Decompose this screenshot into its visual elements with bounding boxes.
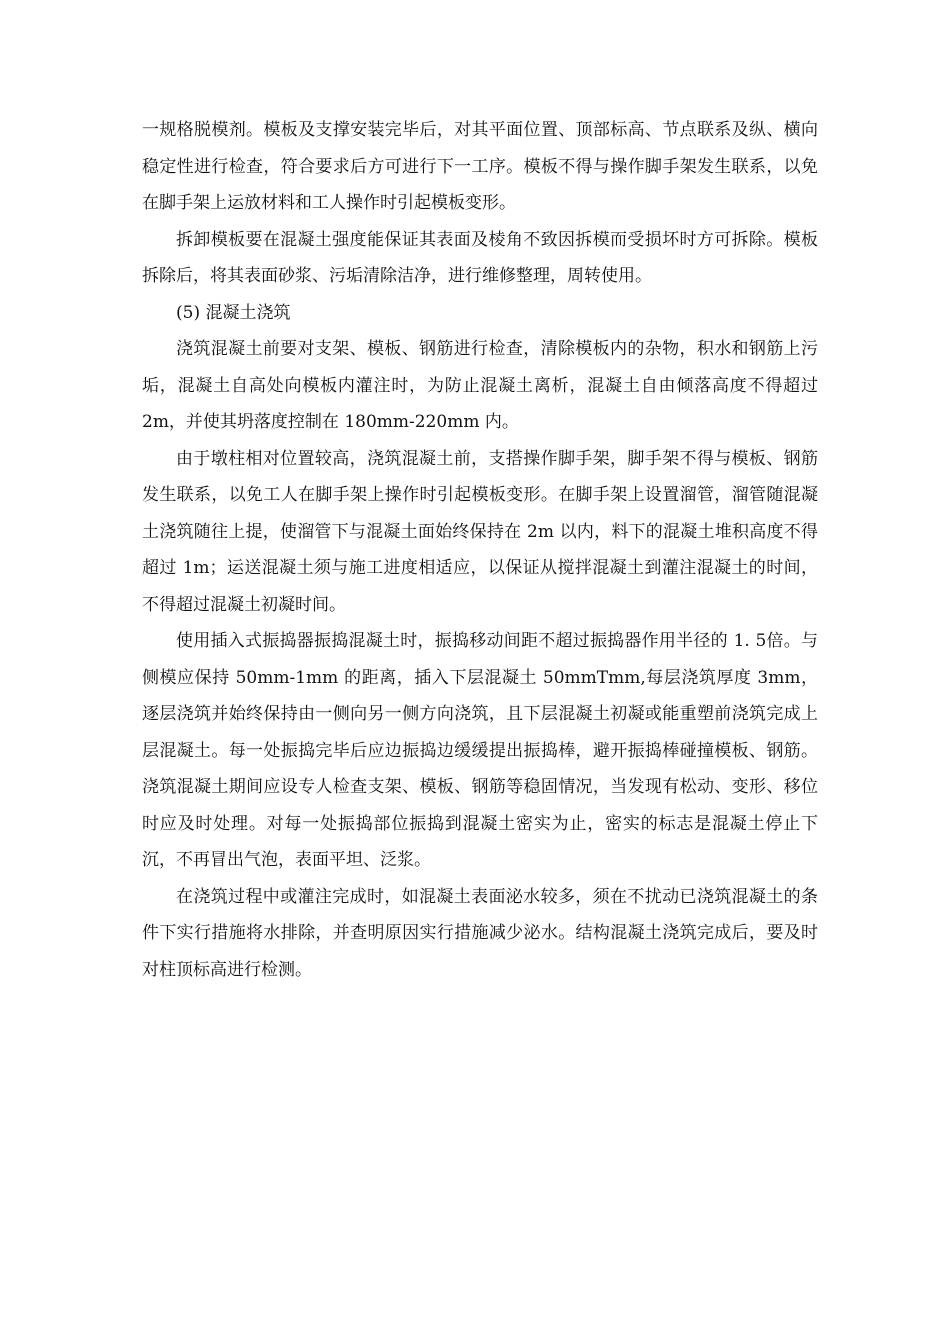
paragraph-bleeding-water: 在浇筑过程中或灌注完成时，如混凝土表面泌水较多，须在不扰动已浇筑混凝土的条件下实行措施将水排除，并查明原因实行措施减少泌水。结构混凝土浇筑完成后，要及时对柱顶标高进行检测。 (142, 886, 818, 980)
paragraph-formwork-removal: 拆卸模板要在混凝土强度能保证其表面及棱角不致因拆模而受损坏时方可拆除。模板拆除后，将其表面砂浆、污垢清除洁净，进行维修整理，周转使用。 (142, 229, 818, 286)
paragraph-scaffold-chute: 由于墩柱相对位置较高，浇筑混凝土前，支搭操作脚手架，脚手架不得与模板、钢筋发生联系，以免工人在脚手架上操作时引起模板变形。在脚手架上设置溜管，溜管随混凝土浇筑随往上提，使溜管下与混凝土面始终保持在 2m 以内，料下的混凝土堆积高度不得超过 1m；运送混凝土须与施工进度相适应，以保证从搅拌混凝土到灌注混凝土的时间，不得超过混凝土初凝时间。 (142, 448, 818, 615)
paragraph-formwork-check: 一规格脱模剂。模板及支撑安装完毕后，对其平面位置、顶部标高、节点联系及纵、横向稳定性进行检查，符合要求后方可进行下一工序。模板不得与操作脚手架发生联系，以免在脚手架上运放材料和工人操作时引起模板变形。 (142, 120, 818, 213)
section-heading-concrete-pouring: (5) 混凝土浇筑 (176, 302, 291, 323)
paragraph-pre-pour-inspection: 浇筑混凝土前要对支架、模板、钢筋进行检查，清除模板内的杂物，积水和钢筋上污垢，混凝土自高处向模板内灌注时，为防止混凝土离析，混凝土自由倾落高度不得超过 2m，并使其坍落度控制在 180mm-220mm 内。 (142, 339, 818, 432)
paragraph-vibration: 使用插入式振捣器振捣混凝土时，振捣移动间距不超过振捣器作用半径的 1. 5倍。与侧模应保持 50mm-1mm 的距离，插入下层混凝土 50mmTmm,每层浇筑厚度 3mm，逐层浇筑并始终保持由一侧向另一侧方向浇筑，且下层混凝土初凝或能重塑前浇筑完成上层混凝土。每一处振捣完毕后应边振捣边缓缓提出振捣棒，避开振捣棒碰撞模板、钢筋。浇筑混凝土期间应设专人检查支架、模板、钢筋等稳固情况，当发现有松动、变形、移位时应及时处理。对每一处振捣部位振捣到混凝土密实为止，密实的标志是混凝土停止下沉，不再冒出气泡，表面平坦、泛浆。 (142, 631, 818, 870)
document-body (142, 112, 818, 988)
